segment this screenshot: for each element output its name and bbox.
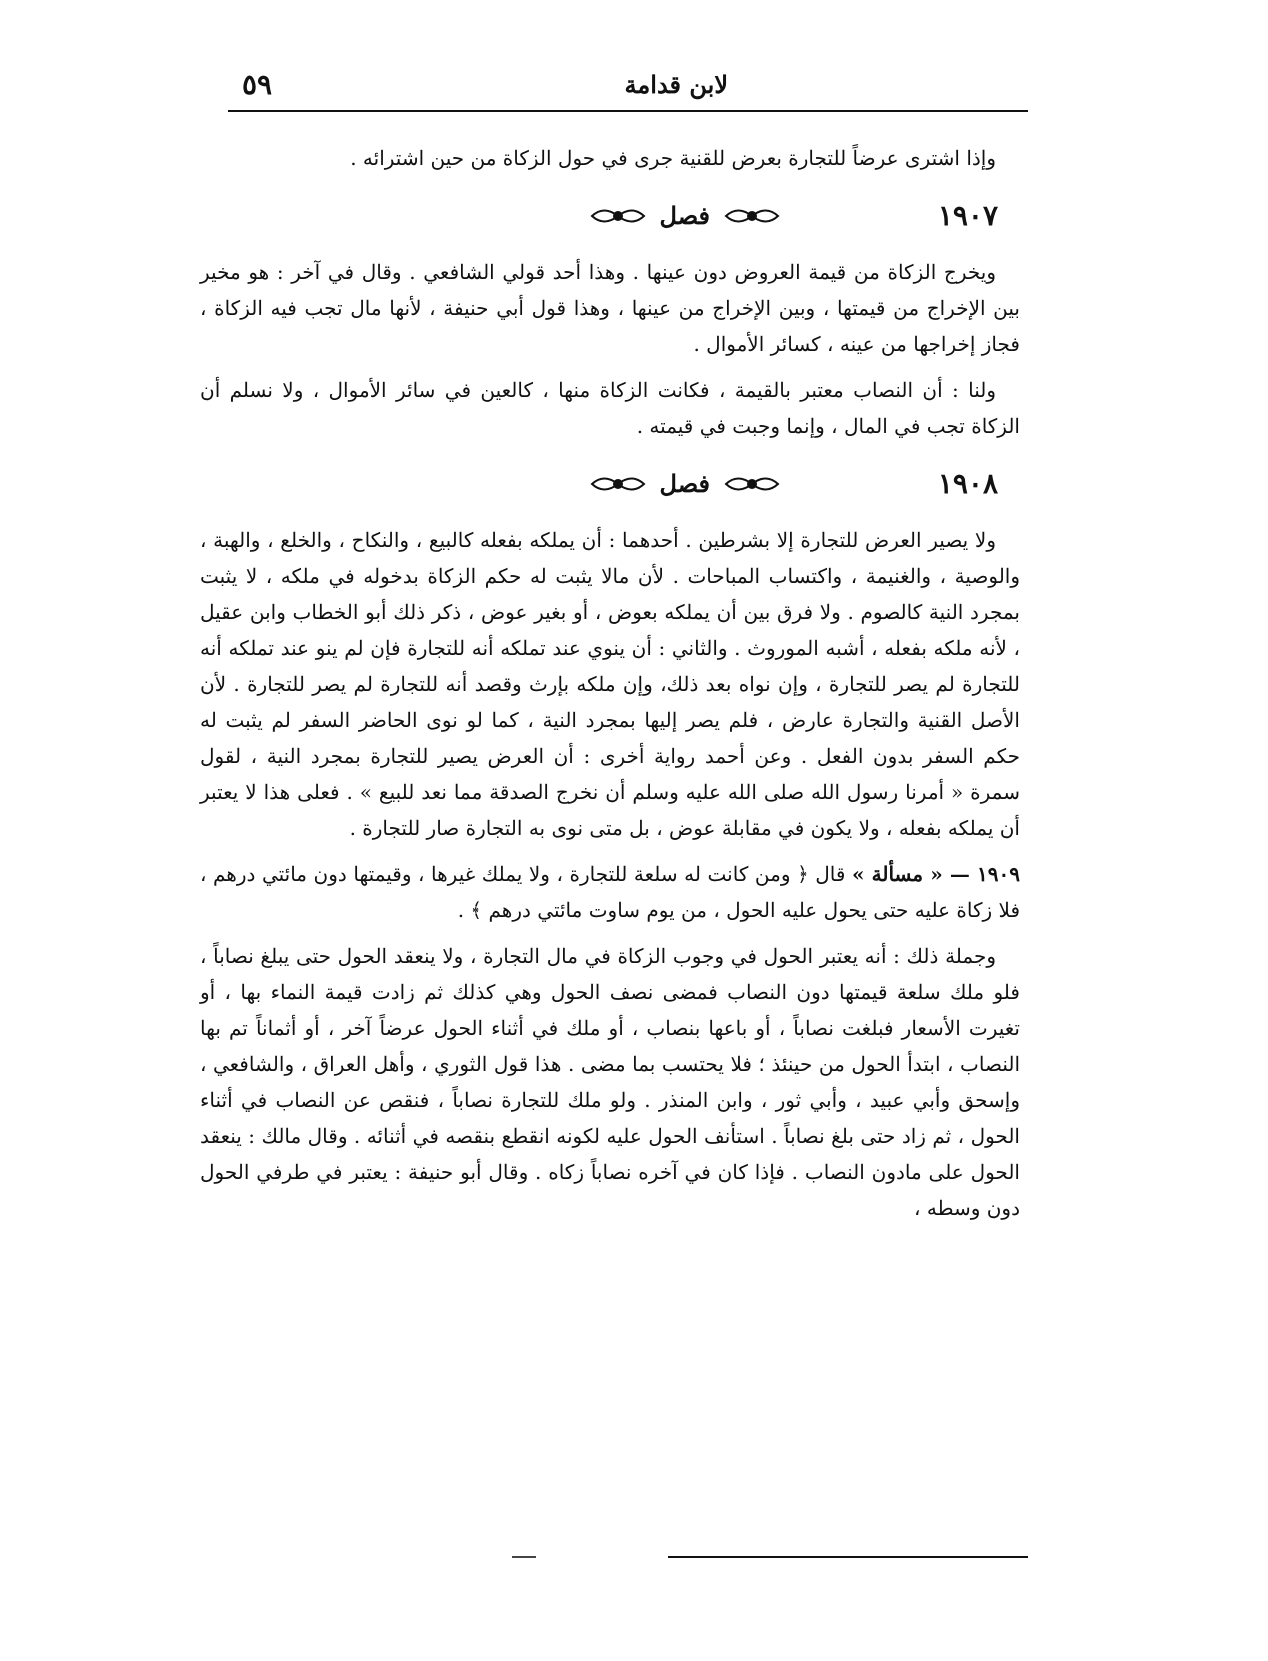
section-number: ١٩٠٧ <box>937 199 998 232</box>
ornament-icon <box>590 471 646 497</box>
section-title <box>590 466 780 502</box>
masala-text: قال ﴿ ومن كانت له سلعة للتجارة ، ولا يملك غيرها ، وقيمتها دون مائتي درهم ، فلا زكاة عليه حتى يحول عليه الحول ، من يوم ساوت مائتي درهم ﴾ . <box>200 862 1020 922</box>
header-rule <box>228 110 1028 112</box>
section-title <box>590 198 780 234</box>
section-title-text: فصل <box>659 201 710 230</box>
footer-rule-short <box>512 1556 536 1558</box>
main-text <box>200 140 1020 1236</box>
intro-paragraph: وإذا اشترى عرضاً للتجارة بعرض للقنية جرى في حول الزكاة من حين اشترائه . <box>350 146 996 170</box>
paragraph: ولا يصير العرض للتجارة إلا بشرطين . أحدهما : أن يملكه بفعله كالبيع ، والنكاح ، والخلع ، والهبة ، والوصية ، والغنيمة ، واكتساب المباحات . لأن مالا يثبت له حكم الزكاة بدخوله في ملكه ، لا يثبت بمجرد النية كالصوم . ولا فرق بين أن يملكه بعوض ، أو بغير عوض ، ذكر ذلك أبو الخطاب وابن عقيل ، لأنه ملكه بفعله ، أشبه الموروث . والثاني : أن ينوي عند تملكه أنه للتجارة فإن لم ينو عند تملكه أنه للتجارة لم يصر للتجارة ، وإن نواه بعد ذلك، وإن ملكه بإرث وقصد أنه للتجارة لم يصر للتجارة . لأن الأصل القنية والتجارة عارض ، فلم يصر إليها بمجرد النية ، كما لو نوى الحاضر السفر لم يثبت له حكم السفر بدون الفعل . وعن أحمد رواية أخرى : أن العرض يصير للتجارة بمجرد النية ، لقول سمرة « أمرنا رسول الله صلى الله عليه وسلم أن نخرج الصدقة مما نعد للبيع » . فعلى هذا لا يعتبر أن يملكه بفعله ، ولا يكون في مقابلة عوض ، بل متى نوى به التجارة صار للتجارة . <box>200 528 1020 840</box>
section-heading-1908 <box>200 460 1020 516</box>
running-head <box>228 66 1028 110</box>
paragraph: ويخرج الزكاة من قيمة العروض دون عينها . وهذا أحد قولي الشافعي . وقال في آخر : هو مخير بين الإخراج من قيمتها ، وبين الإخراج من عينها ، وهذا قول أبي حنيفة ، لأنها مال تجب فيه الزكاة ، فجاز إخراجها من عينه ، كسائر الأموال . <box>200 260 1020 356</box>
ornament-icon <box>724 203 780 229</box>
page-number: ٥٩ <box>242 68 273 101</box>
ornament-icon <box>590 203 646 229</box>
paragraph: ولنا : أن النصاب معتبر بالقيمة ، فكانت الزكاة منها ، كالعين في سائر الأموال ، ولا نسلم أن الزكاة تجب في المال ، وإنما وجبت في قيمته . <box>200 378 1020 438</box>
masala-label: ١٩٠٩ — « مسألة » <box>852 862 1020 886</box>
section-title-text: فصل <box>659 469 710 498</box>
section-number: ١٩٠٨ <box>937 467 998 500</box>
masala-paragraph <box>200 856 1020 928</box>
running-title: لابن قدامة <box>624 70 728 99</box>
ornament-icon <box>724 471 780 497</box>
closing-paragraph: وجملة ذلك : أنه يعتبر الحول في وجوب الزكاة في مال التجارة ، ولا ينعقد الحول حتى يبلغ نصاباً ، فلو ملك سلعة قيمتها دون النصاب فمضى نصف الحول وهي كذلك ثم زادت قيمة النماء بها ، أو تغيرت الأسعار فبلغت نصاباً ، أو باعها بنصاب ، أو ملك في أثناء الحول عرضاً آخر ، أو أثماناً تم بها النصاب ، ابتدأ الحول من حينئذ ؛ فلا يحتسب بما مضى . هذا قول الثوري ، وأهل العراق ، والشافعي ، وإسحق وأبي عبيد ، وأبي ثور ، وابن المنذر . ولو ملك للتجارة نصاباً ، فنقص عن النصاب في أثناء الحول ، ثم زاد حتى بلغ نصاباً . استأنف الحول عليه لكونه انقطع بنقصه في أثنائه . وقال مالك : ينعقد الحول على مادون النصاب . فإذا كان في آخره نصاباً زكاه . وقال أبو حنيفة : يعتبر في طرفي الحول دون وسطه ، <box>200 944 1020 1220</box>
footer-rule-long <box>668 1556 1028 1558</box>
section-heading-1907 <box>200 192 1020 248</box>
